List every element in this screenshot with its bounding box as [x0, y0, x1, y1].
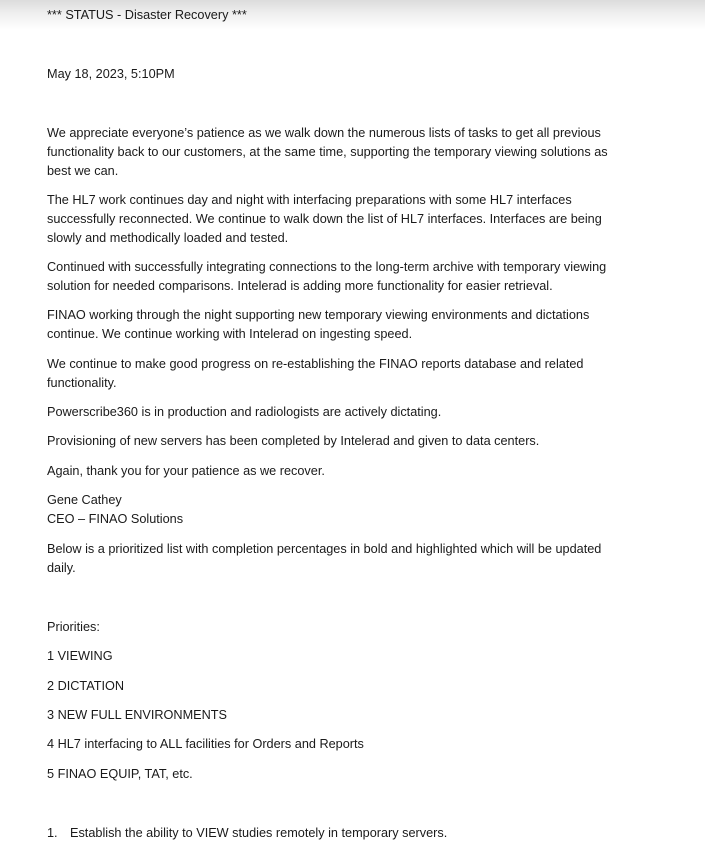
numbered-item-text: Establish the ability to VIEW studies remotely in temporary servers.	[70, 826, 448, 840]
paragraph-line: We appreciate everyone’s patience as we walk down the numerous lists of tasks to get all previous	[47, 126, 601, 140]
paragraph-line: The HL7 work continues day and night with interfacing preparations with some HL7 interfaces	[47, 193, 572, 207]
paragraph-6: Powerscribe360 is in production and radiologists are actively dictating.	[47, 405, 442, 419]
priority-item-3: 3 NEW FULL ENVIRONMENTS	[47, 708, 227, 722]
signature	[47, 491, 647, 529]
paragraph-line: continue. We continue working with Intelerad on ingesting speed.	[47, 327, 413, 341]
paragraph-line: slowly and methodically loaded and tested.	[47, 231, 289, 245]
priority-item-4: 4 HL7 interfacing to ALL facilities for Orders and Reports	[47, 737, 364, 751]
paragraph-8: Again, thank you for your patience as we recover.	[47, 464, 325, 478]
priority-item-2: 2 DICTATION	[47, 679, 125, 693]
paragraph-4	[47, 306, 647, 344]
list-intro	[47, 540, 647, 578]
paragraph-2	[47, 191, 647, 248]
paragraph-line: best we can.	[47, 164, 119, 178]
priority-item-5: 5 FINAO EQUIP, TAT, etc.	[47, 767, 193, 781]
paragraph-line: successfully reconnected. We continue to walk down the list of HL7 interfaces. Interfaces are being	[47, 212, 602, 226]
paragraph-1	[47, 124, 647, 181]
paragraph-line: Continued with successfully integrating connections to the long-term archive with temporary viewing	[47, 260, 607, 274]
paragraph-line: Below is a prioritized list with completion percentages in bold and highlighted which will be updated	[47, 542, 602, 556]
paragraph-3	[47, 258, 647, 296]
paragraph-5	[47, 355, 647, 393]
numbered-item-1	[47, 824, 447, 843]
numbered-item-number: 1.	[47, 826, 58, 840]
document-title: *** STATUS - Disaster Recovery ***	[47, 8, 247, 22]
paragraph-line: solution for needed comparisons. Intelerad is adding more functionality for easier retrieval.	[47, 279, 553, 293]
priority-item-1: 1 VIEWING	[47, 649, 113, 663]
priorities-heading: Priorities:	[47, 620, 100, 634]
paragraph-line: daily.	[47, 561, 76, 575]
paragraph-line: functionality.	[47, 376, 117, 390]
signature-name: Gene Cathey	[47, 493, 122, 507]
paragraph-7: Provisioning of new servers has been completed by Intelerad and given to data centers.	[47, 434, 540, 448]
paragraph-line: functionality back to our customers, at the same time, supporting the temporary viewing solutions as	[47, 145, 608, 159]
signature-title: CEO – FINAO Solutions	[47, 512, 184, 526]
paragraph-line: FINAO working through the night supporting new temporary viewing environments and dictations	[47, 308, 590, 322]
report-date: May 18, 2023, 5:10PM	[47, 67, 175, 81]
paragraph-line: We continue to make good progress on re-establishing the FINAO reports database and related	[47, 357, 584, 371]
